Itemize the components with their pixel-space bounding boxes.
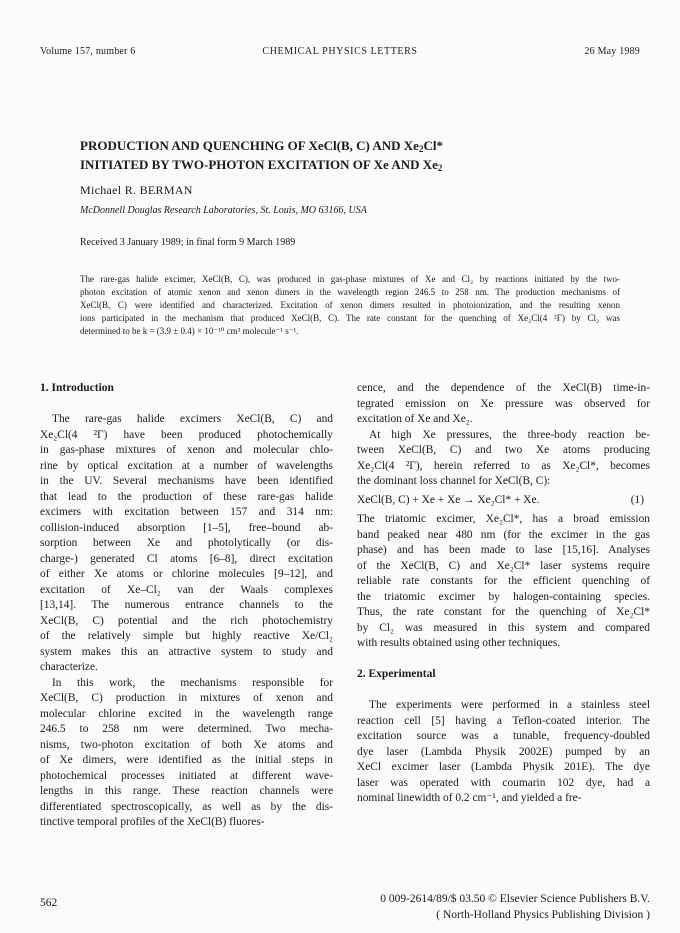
abstract-line: ions participated in the mechanism that produced XeCl(B, C). The rate constant for the quenching of Xe₂Cl(4 ²Γ) by Cl₂ was bbox=[80, 313, 620, 323]
text-line: band peaked near 480 nm (for the excimer in the gas bbox=[357, 528, 650, 541]
introduction-text-continued bbox=[357, 381, 650, 490]
text-line: Xe₂Cl(4 ²Γ) have been produced photochemically bbox=[40, 428, 333, 441]
page-number: 562 bbox=[40, 897, 58, 909]
running-head-journal: CHEMICAL PHYSICS LETTERS bbox=[262, 46, 418, 57]
text-line: tween XeCl(B, C) and two Xe atoms producing bbox=[357, 444, 650, 456]
abstract bbox=[80, 273, 620, 338]
equation-number: (1) bbox=[630, 493, 644, 506]
text-line: The rare-gas halide excimers XeCl(B, C) and bbox=[52, 413, 333, 425]
text-line: 246.5 to 258 nm were determined. Two mecha- bbox=[40, 723, 333, 735]
text-line: with results obtained using other techniques. bbox=[357, 637, 561, 649]
text-line: sorption between Xe and photolytically (or dis- bbox=[40, 537, 333, 549]
section-heading-experimental: 2. Experimental bbox=[357, 668, 436, 680]
text-line: XeCl(B, C) production in mixtures of xenon and bbox=[40, 692, 333, 704]
text-line: of the relatively simple but highly reactive Xe/Cl₂ bbox=[40, 630, 333, 642]
text-line: charge-) generated Cl atoms [6–8], direct excitation bbox=[40, 552, 333, 565]
text-line: differentiated spectroscopically, as well as by the dis- bbox=[40, 800, 333, 813]
text-line: lengths in this range. These reaction channels were bbox=[40, 785, 333, 797]
text-line: reliable rate constants for the efficient quenching of bbox=[357, 575, 650, 587]
text-line: the triatomic excimer by halogen-containing species. bbox=[357, 590, 650, 603]
running-head-date: 26 May 1989 bbox=[584, 46, 640, 57]
text-line: Xe₂Cl(4 ²Γ), herein referred to as Xe₂Cl*, becomes bbox=[357, 459, 650, 472]
text-line: excimers with excitation between 157 and 314 nm: bbox=[40, 506, 333, 518]
spacer bbox=[357, 652, 650, 668]
text-line: laser was operated with coumarin 102 dye, had a bbox=[357, 776, 650, 789]
text-line: molecular chlorine excited in the wavelength range bbox=[40, 707, 333, 720]
text-line: photochemical processes initiated at different wave- bbox=[40, 769, 333, 782]
text-line: that lead to the production of these rare-gas halide bbox=[40, 490, 333, 503]
text-line: collision-induced absorption [1–5], free–bound ab- bbox=[40, 521, 333, 534]
text-line: excitation source was a tunable, frequency-doubled bbox=[357, 730, 650, 742]
text-line: XeCl(B, C) potential and the rich photochemistry bbox=[40, 614, 333, 627]
text-line: [13,14]. The numerous entrance channels to the bbox=[40, 599, 333, 611]
abstract-line: determined to be k = (3.9 ± 0.4) × 10⁻¹⁰ cm³ molecule⁻¹ s⁻¹. bbox=[80, 326, 299, 336]
text-line: rine by optical excitation at a number of wavelengths bbox=[40, 459, 333, 472]
section-heading-introduction: 1. Introduction bbox=[40, 382, 114, 394]
copyright-line-1: 0 009-2614/89/$ 03.50 © Elsevier Science Publishers B.V. bbox=[380, 893, 650, 905]
title-line-1: PRODUCTION AND QUENCHING OF XeCl(B, C) AND Xe2Cl* bbox=[80, 138, 443, 154]
text-line: tinctive temporal profiles of the XeCl(B) fluores- bbox=[40, 816, 265, 828]
text-line: excitation of Xe–Cl₂ van der Waals complexes bbox=[40, 583, 333, 596]
received-dates: Received 3 January 1989; in final form 9 March 1989 bbox=[80, 237, 296, 248]
article-title bbox=[80, 137, 620, 175]
author-name: Michael R. BERMAN bbox=[80, 183, 193, 197]
spacer bbox=[40, 397, 333, 413]
abstract-line: XeCl(B, C) were identified and characterized. Excitation of xenon dimers resulted in photoionization, and the resulting xenon bbox=[80, 300, 620, 310]
title-line-2: INITIATED BY TWO-PHOTON EXCITATION OF Xe AND Xe2 bbox=[80, 157, 443, 173]
text-line: by Cl₂ was measured in this system and compared bbox=[357, 621, 650, 634]
spacer bbox=[357, 683, 650, 699]
text-line: dye laser (Lambda Physik 2002E) pumped by an bbox=[357, 745, 650, 758]
experimental-text bbox=[357, 698, 650, 807]
author-affiliation: McDonnell Douglas Research Laboratories, St. Louis, MO 63166, USA bbox=[80, 205, 367, 216]
introduction-text-end bbox=[357, 512, 650, 652]
text-line: cence, and the dependence of the XeCl(B) time-in- bbox=[357, 382, 650, 394]
right-column bbox=[357, 381, 650, 807]
text-line: The experiments were performed in a stainless steel bbox=[369, 699, 650, 711]
copyright-notice bbox=[306, 891, 650, 923]
text-line: nisms, two-photon excitation of both Xe atoms and bbox=[40, 738, 333, 751]
text-line: nominal linewidth of 0.2 cm⁻¹, and yielded a fre- bbox=[357, 792, 582, 804]
text-line: excitation of Xe and Xe₂. bbox=[357, 413, 473, 425]
introduction-text bbox=[40, 412, 333, 831]
running-head-volume: Volume 157, number 6 bbox=[40, 46, 136, 57]
equation-1 bbox=[357, 493, 650, 509]
equation-text: XeCl(B, C) + Xe + Xe → Xe₂Cl* + Xe. bbox=[357, 493, 540, 506]
text-line: of Xe dimers, were identified as the initial steps in bbox=[40, 754, 333, 766]
text-line: reaction cell [5] having a Teflon-coated interior. The bbox=[357, 714, 650, 727]
copyright-line-2: ( North-Holland Physics Publishing Division ) bbox=[436, 909, 650, 921]
text-line: in gas-phase mixtures of xenon and molecular chlo- bbox=[40, 444, 333, 456]
text-line: phase) and has been made to lase [15,16]. Analyses bbox=[357, 544, 650, 556]
left-column bbox=[40, 381, 333, 831]
abstract-line: The rare-gas halide excimer, XeCl(B, C), was produced in gas-phase mixtures of Xe and Cl₂ by reactions initiated by the two- bbox=[80, 274, 620, 284]
abstract-line: photon excitation of atomic xenon and xenon dimers in the wavelength region 246.5 to 258 nm. The production mechanisms of bbox=[80, 287, 620, 297]
text-line: Thus, the rate constant for the quenching of Xe₂Cl* bbox=[357, 606, 650, 618]
text-line: system makes this an attractive system to study and bbox=[40, 645, 333, 658]
text-line: In this work, the mechanisms responsible for bbox=[52, 676, 333, 689]
text-line: the dominant loss channel for XeCl(B, C): bbox=[357, 475, 551, 487]
text-line: tegrated emission on Xe pressure was observed for bbox=[357, 397, 650, 410]
text-line: characterize. bbox=[40, 661, 98, 673]
text-line: XeCl excimer laser (Lambda Physik 201E). The dye bbox=[357, 761, 650, 773]
text-line: The triatomic excimer, Xe₂Cl*, has a broad emission bbox=[357, 513, 650, 525]
text-line: in the UV. Several mechanisms have been identified bbox=[40, 475, 333, 487]
text-line: of either Xe atoms or chlorine molecules [9–12], and bbox=[40, 568, 333, 580]
text-line: At high Xe pressures, the three-body reaction be- bbox=[369, 428, 650, 441]
text-line: of the XeCl(B, C) and Xe₂Cl* laser systems require bbox=[357, 559, 650, 572]
